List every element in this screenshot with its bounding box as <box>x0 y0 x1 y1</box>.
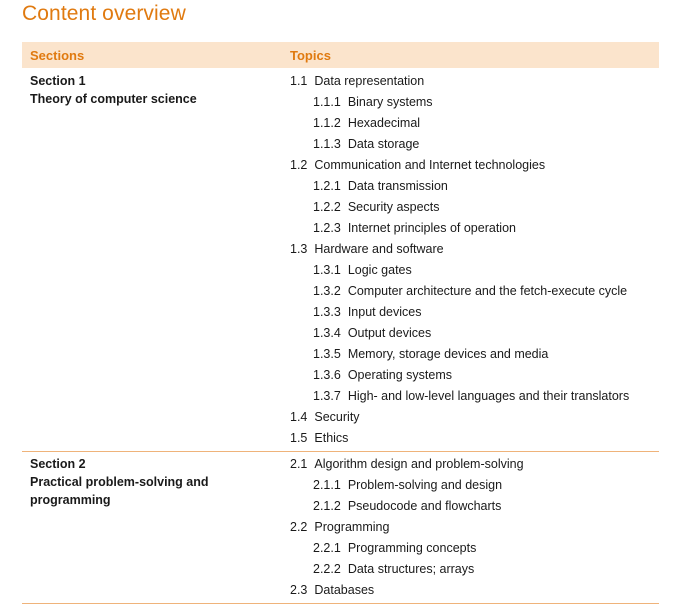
topic-row <box>313 368 452 382</box>
topic-row <box>313 179 448 193</box>
topic-number: 1.1 <box>290 74 308 88</box>
topic-text: Data storage <box>347 137 420 151</box>
topic-text: Internet principles of operation <box>347 221 516 235</box>
topic-number: 1.3.4 <box>313 326 341 340</box>
topic-row <box>313 221 516 235</box>
topic-text: Data transmission <box>347 179 448 193</box>
section-1-label <box>30 72 250 108</box>
sections-column-header: Sections <box>30 48 85 63</box>
topic-number: 2.1.2 <box>313 499 341 513</box>
section-2-label <box>30 455 250 509</box>
topic-text: Ethics <box>314 431 349 445</box>
section-1-title: Theory of computer science <box>30 92 197 106</box>
topic-row <box>313 499 501 513</box>
topic-number: 1.2.3 <box>313 221 341 235</box>
topic-number: 1.5 <box>290 431 308 445</box>
topic-number: 2.2 <box>290 520 308 534</box>
topic-text: Programming <box>314 520 390 534</box>
topic-number: 1.2.2 <box>313 200 341 214</box>
topic-number: 1.3.3 <box>313 305 341 319</box>
section-divider <box>22 603 659 604</box>
topic-row <box>290 520 389 534</box>
section-2-name: Section 2 <box>30 457 86 471</box>
topic-text: Problem-solving and design <box>347 478 503 492</box>
topic-number: 2.1 <box>290 457 308 471</box>
topic-number: 1.1.1 <box>313 95 341 109</box>
topic-text: Operating systems <box>347 368 453 382</box>
topic-row <box>313 263 412 277</box>
topic-row <box>290 457 524 471</box>
topic-text: Data structures; arrays <box>347 562 475 576</box>
topic-number: 1.1.3 <box>313 137 341 151</box>
topic-text: Databases <box>314 583 375 597</box>
topic-text: Output devices <box>347 326 432 340</box>
section-1-name: Section 1 <box>30 74 86 88</box>
topic-row <box>290 583 374 597</box>
topic-row <box>313 305 421 319</box>
topic-number: 1.1.2 <box>313 116 341 130</box>
topic-number: 1.3 <box>290 242 308 256</box>
topic-row <box>290 410 360 424</box>
topic-row <box>313 200 440 214</box>
topic-row <box>313 95 433 109</box>
section-2-title: Practical problem-solving and programming <box>30 475 209 507</box>
topic-text: Pseudocode and flowcharts <box>347 499 502 513</box>
topic-row <box>313 562 474 576</box>
topic-row <box>290 431 348 445</box>
topic-row <box>313 478 502 492</box>
topic-row <box>313 541 476 555</box>
topic-text: Hardware and software <box>314 242 444 256</box>
topic-number: 1.3.5 <box>313 347 341 361</box>
topic-number: 1.3.1 <box>313 263 341 277</box>
topic-row <box>313 347 548 361</box>
topic-number: 1.2 <box>290 158 308 172</box>
topic-row <box>290 242 444 256</box>
topic-number: 1.3.7 <box>313 389 341 403</box>
topic-text: Hexadecimal <box>347 116 421 130</box>
topic-number: 2.2.1 <box>313 541 341 555</box>
topics-column-header: Topics <box>290 48 331 63</box>
topic-row <box>313 116 420 130</box>
topic-text: Memory, storage devices and media <box>347 347 549 361</box>
topic-row <box>290 74 424 88</box>
topic-text: Computer architecture and the fetch-execute cycle <box>347 284 628 298</box>
topic-text: Communication and Internet technologies <box>314 158 546 172</box>
topic-text: Security aspects <box>347 200 440 214</box>
table-header <box>22 42 659 68</box>
topic-number: 1.3.2 <box>313 284 341 298</box>
topic-text: Binary systems <box>347 95 433 109</box>
topic-text: Security <box>314 410 360 424</box>
topic-text: Logic gates <box>347 263 412 277</box>
topic-row <box>290 158 545 172</box>
section-divider <box>22 451 659 452</box>
topic-number: 2.1.1 <box>313 478 341 492</box>
topic-row <box>313 389 629 403</box>
topic-number: 1.4 <box>290 410 308 424</box>
topic-row <box>313 137 419 151</box>
topic-number: 2.2.2 <box>313 562 341 576</box>
topic-number: 1.3.6 <box>313 368 341 382</box>
topic-row <box>313 326 431 340</box>
topic-text: Algorithm design and problem-solving <box>314 457 524 471</box>
topic-text: Input devices <box>347 305 422 319</box>
topic-row <box>313 284 627 298</box>
topic-text: Programming concepts <box>347 541 477 555</box>
topic-number: 1.2.1 <box>313 179 341 193</box>
topic-text: High- and low-level languages and their translators <box>347 389 630 403</box>
topic-number: 2.3 <box>290 583 308 597</box>
page-title: Content overview <box>22 2 186 25</box>
topic-text: Data representation <box>314 74 425 88</box>
